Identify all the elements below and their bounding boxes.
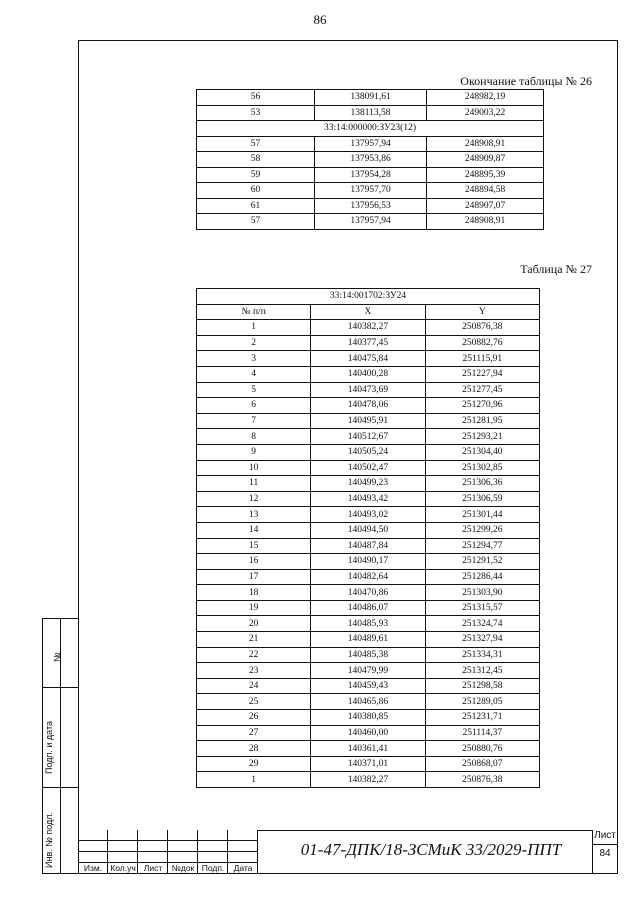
page-number: 86: [313, 12, 327, 27]
table-row: [197, 460, 540, 476]
point-number-cell: 15: [197, 538, 311, 554]
y-coordinate-cell: 251315,57: [425, 600, 539, 616]
title-block-cell: [78, 830, 108, 841]
x-coordinate-cell: 140502,47: [311, 460, 425, 476]
header-number: № п/п: [197, 304, 311, 320]
title-block-cell: [138, 852, 168, 863]
table-row: [197, 678, 540, 694]
title-block-cell: [168, 852, 198, 863]
table-row: [197, 741, 540, 757]
coordinates-table-27: [196, 288, 540, 788]
point-number-cell: 8: [197, 429, 311, 445]
title-block-cell: [198, 830, 228, 841]
table-row: [197, 366, 540, 382]
table-row: [197, 585, 540, 601]
title-block-cell: [138, 841, 168, 852]
table-row: [197, 522, 540, 538]
y-coordinate-cell: 251277,45: [425, 382, 539, 398]
y-coordinate-cell: 248907,07: [427, 198, 544, 214]
title-block-cell: [168, 830, 198, 841]
table-row: [197, 647, 540, 663]
y-coordinate-cell: 251281,95: [425, 413, 539, 429]
y-coordinate-cell: 249003,22: [427, 105, 544, 121]
x-coordinate-cell: 137957,94: [315, 136, 427, 152]
x-coordinate-cell: 137957,94: [315, 214, 427, 230]
x-coordinate-cell: 140400,28: [311, 366, 425, 382]
table-row: [197, 538, 540, 554]
x-coordinate-cell: 140482,64: [311, 569, 425, 585]
x-coordinate-cell: 140382,27: [311, 320, 425, 336]
y-coordinate-cell: 248895,39: [427, 167, 544, 183]
table-row: [197, 554, 540, 570]
y-coordinate-cell: 251286,44: [425, 569, 539, 585]
table-row: [197, 569, 540, 585]
y-coordinate-cell: 251299,26: [425, 522, 539, 538]
x-coordinate-cell: 140493,42: [311, 491, 425, 507]
y-coordinate-cell: 248908,91: [427, 214, 544, 230]
x-coordinate-cell: 138091,61: [315, 90, 427, 106]
table-row: [197, 105, 544, 121]
point-number-cell: 12: [197, 491, 311, 507]
x-coordinate-cell: 140371,01: [311, 756, 425, 772]
y-coordinate-cell: 251115,91: [425, 351, 539, 367]
x-coordinate-cell: 140470,86: [311, 585, 425, 601]
point-number-cell: 1: [197, 320, 311, 336]
table-row: [197, 491, 540, 507]
table-row: [197, 382, 540, 398]
x-coordinate-cell: 140499,23: [311, 476, 425, 492]
title-block-cell: [228, 841, 258, 852]
y-coordinate-cell: 250876,38: [425, 320, 539, 336]
y-coordinate-cell: 251306,59: [425, 491, 539, 507]
x-coordinate-cell: 138113,58: [315, 105, 427, 121]
x-coordinate-cell: 140495,91: [311, 413, 425, 429]
header-y: Y: [425, 304, 539, 320]
table-row: [197, 413, 540, 429]
table-row: [197, 320, 540, 336]
x-coordinate-cell: 140473,69: [311, 382, 425, 398]
x-coordinate-cell: 140475,84: [311, 351, 425, 367]
y-coordinate-cell: 251303,90: [425, 585, 539, 601]
y-coordinate-cell: 248982,19: [427, 90, 544, 106]
point-number-cell: 19: [197, 600, 311, 616]
y-coordinate-cell: 251324,74: [425, 616, 539, 632]
x-coordinate-cell: 137957,70: [315, 183, 427, 199]
sheet-label: Лист: [594, 830, 616, 841]
point-number-cell: 27: [197, 725, 311, 741]
x-coordinate-cell: 140505,24: [311, 444, 425, 460]
point-number-cell: 24: [197, 678, 311, 694]
y-coordinate-cell: 251327,94: [425, 632, 539, 648]
header-row: [197, 304, 540, 320]
x-coordinate-cell: 137954,28: [315, 167, 427, 183]
label-data: Дата: [233, 863, 253, 873]
table-row: [197, 429, 540, 445]
point-number-cell: 1: [197, 772, 311, 788]
table-row: [197, 351, 540, 367]
x-coordinate-cell: 140489,61: [311, 632, 425, 648]
side-stamp-no: №: [52, 652, 62, 662]
y-coordinate-cell: 251114,37: [425, 725, 539, 741]
point-number-cell: 29: [197, 756, 311, 772]
table-row: [197, 183, 544, 199]
point-number-cell: 21: [197, 632, 311, 648]
section-title-cell: 33:14:001702:ЗУ24: [197, 289, 540, 305]
table-row: [197, 710, 540, 726]
point-number-cell: 9: [197, 444, 311, 460]
title-block-cell: [108, 852, 138, 863]
table-row: [197, 476, 540, 492]
side-stamp-sign-date: Подп. и дата: [44, 720, 54, 774]
label-izm: Изм.: [83, 863, 103, 873]
point-number-cell: 28: [197, 741, 311, 757]
side-stamp-inv-no: Инв. № подл.: [44, 811, 54, 868]
table-row: [197, 398, 540, 414]
table-row: [197, 663, 540, 679]
table-row: [197, 198, 544, 214]
x-coordinate-cell: 140493,02: [311, 507, 425, 523]
point-number-cell: 16: [197, 554, 311, 570]
y-coordinate-cell: 248909,87: [427, 152, 544, 168]
table-row: [197, 725, 540, 741]
y-coordinate-cell: 251227,94: [425, 366, 539, 382]
label-list: Лист: [143, 863, 163, 873]
point-number-cell: 17: [197, 569, 311, 585]
title-block-cell: [228, 852, 258, 863]
section-title-cell: 33:14:000000:ЗУ23(12): [197, 121, 544, 137]
point-number-cell: 10: [197, 460, 311, 476]
title-block-cell: [108, 841, 138, 852]
point-number-cell: 58: [197, 152, 315, 168]
document-code: 01-47-ДПК/18-ЗСМиК 33/2029-ППТ: [300, 840, 562, 859]
y-coordinate-cell: 251334,31: [425, 647, 539, 663]
table-row: [197, 772, 540, 788]
point-number-cell: 13: [197, 507, 311, 523]
table-row: [197, 756, 540, 772]
x-coordinate-cell: 137956,53: [315, 198, 427, 214]
table-row: [197, 694, 540, 710]
sheet-divider: [592, 844, 618, 845]
title-block-cell: [198, 852, 228, 863]
x-coordinate-cell: 140361,41: [311, 741, 425, 757]
y-coordinate-cell: 251289,05: [425, 694, 539, 710]
label-kol-uch: Кол.уч: [110, 863, 136, 873]
table-row: [197, 152, 544, 168]
point-number-cell: 59: [197, 167, 315, 183]
table-row: [197, 90, 544, 106]
section-row: [197, 289, 540, 305]
y-coordinate-cell: 251301,44: [425, 507, 539, 523]
y-coordinate-cell: 251298,58: [425, 678, 539, 694]
y-coordinate-cell: 251231,71: [425, 710, 539, 726]
point-number-cell: 5: [197, 382, 311, 398]
y-coordinate-cell: 251291,52: [425, 554, 539, 570]
point-number-cell: 11: [197, 476, 311, 492]
x-coordinate-cell: 140485,38: [311, 647, 425, 663]
y-coordinate-cell: 250868,07: [425, 756, 539, 772]
header-x: X: [311, 304, 425, 320]
x-coordinate-cell: 140377,45: [311, 335, 425, 351]
coordinates-table-26: [196, 89, 544, 230]
y-coordinate-cell: 250880,76: [425, 741, 539, 757]
title-block-cell: [138, 830, 168, 841]
x-coordinate-cell: 140459,43: [311, 678, 425, 694]
point-number-cell: 23: [197, 663, 311, 679]
point-number-cell: 4: [197, 366, 311, 382]
table-row: [197, 632, 540, 648]
x-coordinate-cell: 137953,86: [315, 152, 427, 168]
table-row: [197, 600, 540, 616]
point-number-cell: 14: [197, 522, 311, 538]
x-coordinate-cell: 140460,00: [311, 725, 425, 741]
table-row: [197, 167, 544, 183]
x-coordinate-cell: 140490,17: [311, 554, 425, 570]
point-number-cell: 7: [197, 413, 311, 429]
point-number-cell: 57: [197, 136, 315, 152]
title-block-cell: [78, 852, 108, 863]
point-number-cell: 26: [197, 710, 311, 726]
table-row: [197, 214, 544, 230]
sheet-number: 84: [599, 848, 611, 859]
x-coordinate-cell: 140479,99: [311, 663, 425, 679]
title-block-cell: [108, 830, 138, 841]
x-coordinate-cell: 140487,84: [311, 538, 425, 554]
point-number-cell: 61: [197, 198, 315, 214]
x-coordinate-cell: 140512,67: [311, 429, 425, 445]
y-coordinate-cell: 248908,91: [427, 136, 544, 152]
x-coordinate-cell: 140382,27: [311, 772, 425, 788]
point-number-cell: 2: [197, 335, 311, 351]
point-number-cell: 22: [197, 647, 311, 663]
y-coordinate-cell: 251306,36: [425, 476, 539, 492]
title-block-cell: [228, 830, 258, 841]
y-coordinate-cell: 251294,77: [425, 538, 539, 554]
table-row: [197, 444, 540, 460]
y-coordinate-cell: 251302,85: [425, 460, 539, 476]
y-coordinate-cell: 251293,21: [425, 429, 539, 445]
title-block-cell: [78, 841, 108, 852]
point-number-cell: 6: [197, 398, 311, 414]
x-coordinate-cell: 140494,50: [311, 522, 425, 538]
x-coordinate-cell: 140486,07: [311, 600, 425, 616]
point-number-cell: 57: [197, 214, 315, 230]
x-coordinate-cell: 140478,06: [311, 398, 425, 414]
point-number-cell: 53: [197, 105, 315, 121]
section-row: [197, 121, 544, 137]
x-coordinate-cell: 140465,86: [311, 694, 425, 710]
table-row: [197, 507, 540, 523]
table-row: [197, 616, 540, 632]
x-coordinate-cell: 140485,93: [311, 616, 425, 632]
y-coordinate-cell: 248894,58: [427, 183, 544, 199]
point-number-cell: 25: [197, 694, 311, 710]
label-podp: Подп.: [201, 863, 225, 873]
label-ndok: №док: [171, 863, 195, 873]
x-coordinate-cell: 140380,85: [311, 710, 425, 726]
y-coordinate-cell: 251270,96: [425, 398, 539, 414]
table-27-caption: Таблица № 27: [520, 262, 592, 276]
y-coordinate-cell: 251312,45: [425, 663, 539, 679]
title-block-top-line: [258, 830, 592, 831]
point-number-cell: 60: [197, 183, 315, 199]
y-coordinate-cell: 250876,38: [425, 772, 539, 788]
title-block-cell: [198, 841, 228, 852]
table-row: [197, 335, 540, 351]
point-number-cell: 56: [197, 90, 315, 106]
title-block-cell: [168, 841, 198, 852]
y-coordinate-cell: 250882,76: [425, 335, 539, 351]
point-number-cell: 18: [197, 585, 311, 601]
point-number-cell: 3: [197, 351, 311, 367]
table-26-caption: Окончание таблицы № 26: [460, 74, 592, 88]
y-coordinate-cell: 251304,40: [425, 444, 539, 460]
table-row: [197, 136, 544, 152]
point-number-cell: 20: [197, 616, 311, 632]
